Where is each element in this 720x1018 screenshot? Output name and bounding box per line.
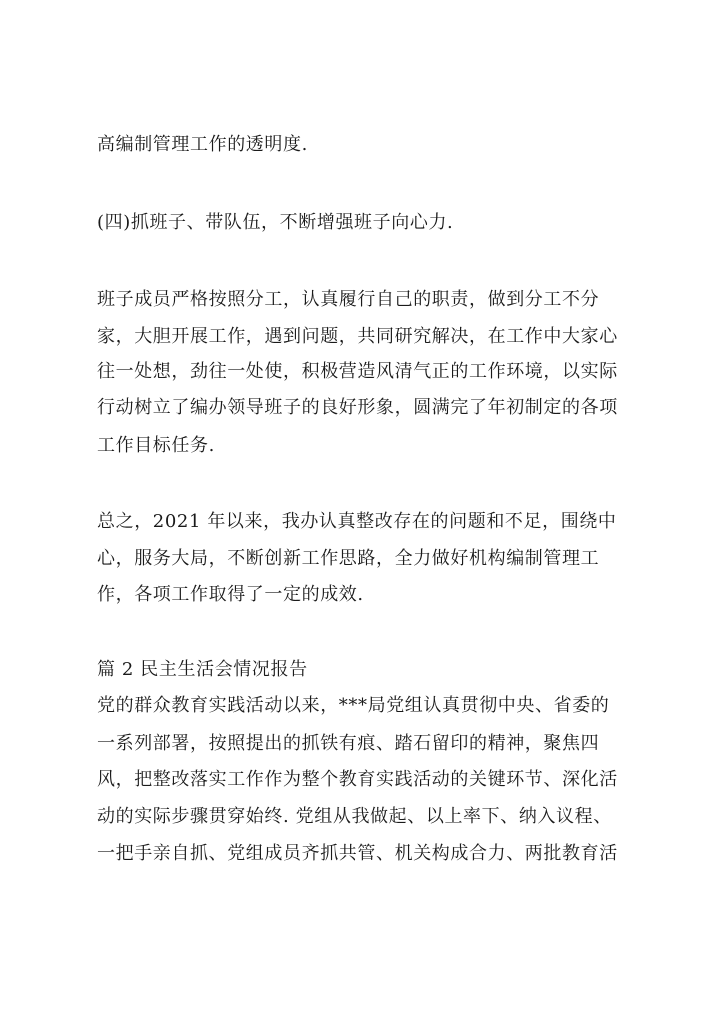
text-line: 风，把整改落实工作作为整个教育实践活动的关键环节、深化活 xyxy=(97,769,618,790)
text-line: 一系列部署，按照提出的抓铁有痕、踏石留印的精神，聚焦四 xyxy=(97,733,600,754)
text-line: 一把手亲自抓、党组成员齐抓共管、机关构成合力、两批教育活 xyxy=(97,843,618,864)
text-line: 动的实际步骤贯穿始终. 党组从我做起、以上率下、纳入议程、 xyxy=(97,806,612,827)
article-title: 篇 2 民主生活会情况报告 xyxy=(97,659,308,680)
text-line: 总之，2021 年以来，我办认真整改存在的问题和不足，围绕中 xyxy=(97,511,617,532)
text-line: 工作目标任务. xyxy=(97,435,215,456)
text-line: 行动树立了编办领导班子的良好形象，圆满完了年初制定的各项 xyxy=(97,397,618,418)
text-line: 党的群众教育实践活动以来，***局党组认真贯彻中央、省委的 xyxy=(97,695,610,716)
text-line: 高编制管理工作的透明度. xyxy=(97,134,308,155)
text-line: 班子成员严格按照分工，认真履行自己的职责，做到分工不分 xyxy=(97,289,600,310)
section-heading: (四)抓班子、带队伍，不断增强班子向心力. xyxy=(97,212,454,233)
text-line: 往一处想，劲往一处使，积极营造风清气正的工作环境，以实际 xyxy=(97,361,618,382)
text-line: 家，大胆开展工作，遇到问题，共同研究解决，在工作中大家心 xyxy=(97,326,618,347)
text-line: 心，服务大局，不断创新工作思路，全力做好机构编制管理工 xyxy=(97,548,600,569)
text-line: 作，各项工作取得了一定的成效. xyxy=(97,584,364,605)
